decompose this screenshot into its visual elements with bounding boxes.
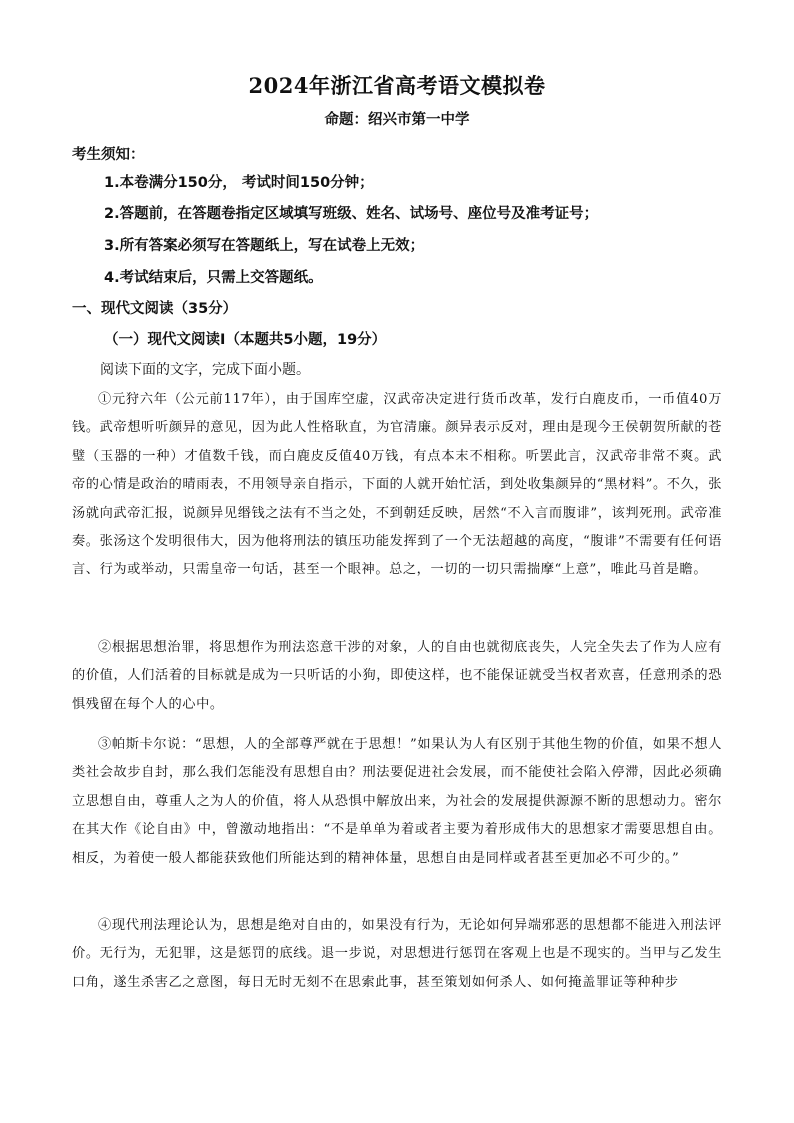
section-subheading: （一）现代文阅读Ⅰ（本题共5小题，19分）	[104, 332, 387, 348]
notice-item-2: 2.答题前，在答题卷指定区域填写班级、姓名、试场号、座位号及准考证号；	[104, 206, 599, 222]
passage-paragraph-1: ①元狩六年（公元前117年），由于国库空虚，汉武帝决定进行货币改革，发行白鹿皮币，一币值40万钱。武帝想听听颜异的意见，因为此人性格耿直，为官清廉。颜异表示反对，理由是现今王侯朝贺所献的苍璧（玉器的一种）才值数千钱，而白鹿皮反值40万钱，有点本末不相称。听罢此言，汉武帝非常不爽。武帝的心情是政治的晴雨表，不用领导亲自指示，下面的人就开始忙活，到处收集颜异的“黑材料”。不久，张汤就向武帝汇报，说颜异见缗钱之法有不当之处，不到朝廷反映，居然“不入言而腹诽”，该判死刑。武帝准奏。张汤这个发明很伟大，因为他将刑法的镇压功能发挥到了一个无法超越的高度，“腹诽”不需要有任何语言、行为或举动，只需皇帝一句话，甚至一个眼神。总之，一切的一切只需揣摩“上意”，唯此马首是瞻。	[72, 392, 722, 578]
notice-item-3: 3.所有答案必须写在答题纸上，写在试卷上无效；	[104, 238, 425, 254]
reading-instruction: 阅读下面的文字，完成下面小题。	[100, 362, 310, 378]
page-title: 2024年浙江省高考语文模拟卷	[248, 73, 546, 98]
notice-item-4: 4.考试结束后，只需上交答题纸。	[104, 270, 323, 286]
notice-heading: 考生须知：	[72, 147, 145, 163]
passage-paragraph-3: ③帕斯卡尔说：“思想，人的全部尊严就在于思想！”如果认为人有区别于其他生物的价值，如果不想人类社会故步自封，那么我们怎能没有思想自由？刑法要促进社会发展，而不能使社会陷入停滞，因此必须确立思想自由，尊重人之为人的价值，将人从恐惧中解放出来，为社会的发展提供源源不断的思想动力。密尔在其大作《论自由》中，曾激动地指出：“不是单单为着或者主要为着形成伟大的思想家才需要思想自由。相反，为着使一般人都能获致他们所能达到的精神体量，思想自由是同样或者甚至更加必不可少的。”	[72, 737, 722, 866]
section-heading: 一、现代文阅读（35分）	[72, 301, 238, 317]
passage-paragraph-2: ②根据思想治罪，将思想作为刑法恣意干涉的对象，人的自由也就彻底丧失，人完全失去了作为人应有的价值，人们活着的目标就是成为一只听话的小狗，即使这样，也不能保证就受当权者欢喜，任意刑杀的恐惧残留在每个人的心中。	[72, 640, 722, 712]
notice-item-1: 1.本卷满分150分， 考试时间150分钟；	[104, 175, 374, 191]
passage-paragraph-4: ④现代刑法理论认为，思想是绝对自由的，如果没有行为，无论如何异端邪恶的思想都不能进入刑法评价。无行为，无犯罪，这是惩罚的底线。退一步说，对思想进行惩罚在客观上也是不现实的。当甲与乙发生口角，遂生杀害乙之意图，每日无时无刻不在思索此事，甚至策划如何杀人、如何掩盖罪证等种种步	[72, 918, 722, 990]
page-subtitle: 命题：绍兴市第一中学	[324, 112, 470, 128]
